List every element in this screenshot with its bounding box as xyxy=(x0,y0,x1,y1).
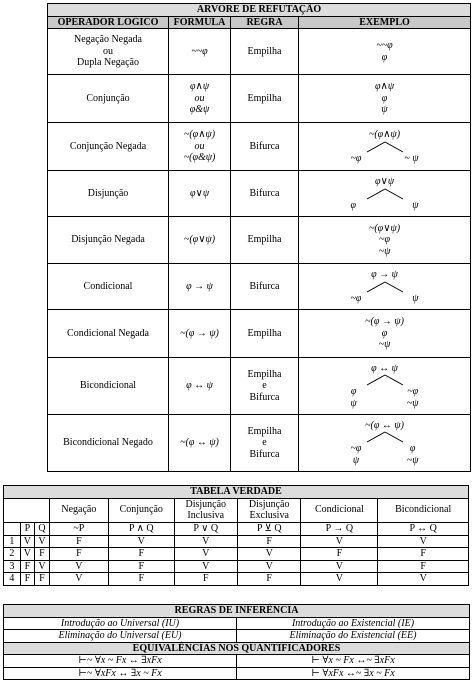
text-line: Condicional xyxy=(83,280,133,292)
q-value: V xyxy=(35,535,50,548)
operator-cell xyxy=(48,217,169,264)
rule-iu: Introdução ao Universal (IU) xyxy=(4,617,237,630)
text-line: ~ψ xyxy=(378,339,391,351)
equiv-1-left: ⊢~ ∀x ~ Fx ↔ ∃xFx xyxy=(4,655,237,668)
example-cell xyxy=(299,310,471,358)
text-line: Empilha xyxy=(247,92,282,104)
truth-value: V xyxy=(174,535,237,548)
text-line: φ∧ψ xyxy=(374,81,395,93)
text-line: ψ xyxy=(352,454,360,466)
row-number: 2 xyxy=(4,548,21,561)
text-line: ~(φ∨ψ) xyxy=(183,234,216,246)
formula-disj-exclusiva: P ⊻ Q xyxy=(237,522,300,535)
text-line: Disjunção Negada xyxy=(71,234,145,246)
operator-cell xyxy=(48,171,169,217)
formula-condicional: P → Q xyxy=(301,522,378,535)
text-line: ou xyxy=(194,92,205,104)
text-line: Empilha xyxy=(247,327,282,339)
tree-root: φ → ψ xyxy=(371,269,398,280)
truth-value: V xyxy=(174,560,237,573)
text-line: ou xyxy=(194,140,205,152)
text-line: φ → ψ xyxy=(186,280,213,292)
text-line: ~(φ∧ψ) xyxy=(183,129,216,141)
branch-lines xyxy=(345,281,425,293)
text-line: Bicondicional Negado xyxy=(63,437,153,449)
header-formula: FORMULA xyxy=(169,16,231,29)
operator-cell xyxy=(48,264,169,310)
text-line: φ xyxy=(409,443,416,455)
branch-lines xyxy=(345,374,425,386)
header-exemplo: EXEMPLO xyxy=(299,16,471,29)
branches xyxy=(345,293,425,305)
col-disj-exclusiva: Disjunção Exclusiva xyxy=(237,498,300,522)
truth-value: V xyxy=(49,560,108,573)
row-number: 3 xyxy=(4,560,21,573)
truth-value: F xyxy=(237,535,300,548)
truth-value: F xyxy=(109,560,175,573)
truth-value: V xyxy=(378,535,469,548)
text-line: Empilha xyxy=(247,234,282,246)
tree-row xyxy=(48,217,471,264)
rownum-header xyxy=(4,522,21,535)
text-line: Bifurca xyxy=(249,140,280,152)
tree-row xyxy=(48,310,471,358)
refutation-tree-title: ARVORE DE REFUTAÇÃO xyxy=(48,4,471,17)
truth-value: V xyxy=(301,560,378,573)
header-p: P xyxy=(20,522,35,535)
formula-cell xyxy=(169,123,231,171)
text-line: Empilha xyxy=(247,368,282,380)
inference-rules-table xyxy=(3,604,470,680)
branch-lines xyxy=(345,188,425,200)
truth-value: V xyxy=(378,573,469,586)
text-line: ~~φ xyxy=(191,45,208,57)
truth-value: F xyxy=(109,573,175,586)
p-value: V xyxy=(20,535,35,548)
example-cell xyxy=(299,358,471,415)
example-cell xyxy=(299,217,471,264)
tree-row xyxy=(48,415,471,472)
col-bicondicional: Bicondicional xyxy=(378,498,469,522)
tree-row xyxy=(48,358,471,415)
truth-value: F xyxy=(301,548,378,561)
truth-table xyxy=(3,485,469,586)
formula-disj-inclusiva: P ∨ Q xyxy=(174,522,237,535)
right-branch: ~ ψ xyxy=(404,152,419,164)
text-line: Bifurca xyxy=(249,280,280,292)
text-line: ~(φ&ψ) xyxy=(183,152,216,164)
branches xyxy=(345,443,425,466)
text-line: φ&ψ xyxy=(189,104,210,116)
branch-line xyxy=(385,142,403,152)
header-regra: REGRA xyxy=(231,16,299,29)
truth-value: F xyxy=(237,573,300,586)
text-line: Bicondicional xyxy=(79,380,137,392)
left-branch: ~φ xyxy=(350,152,362,164)
text-line: φ xyxy=(381,51,388,63)
refutation-tree-table xyxy=(47,3,471,472)
truth-value: V xyxy=(109,535,175,548)
text-line: φ ↔ ψ xyxy=(186,380,213,392)
branch-line xyxy=(385,282,403,292)
text-line: Bifurca xyxy=(249,448,280,460)
text-line: e xyxy=(262,380,267,392)
rule-cell xyxy=(231,171,299,217)
text-line: Dupla Negação xyxy=(77,57,139,69)
branch-line xyxy=(367,282,385,292)
right-branch: ψ xyxy=(412,292,419,304)
left-branch: φ xyxy=(350,199,357,211)
text-line: ~ψ xyxy=(378,245,391,257)
branches xyxy=(345,153,425,165)
formula-cell xyxy=(169,171,231,217)
tree-root: ~(φ∧ψ) xyxy=(368,129,401,140)
formula-cell xyxy=(169,310,231,358)
text-line: ~(φ → ψ) xyxy=(180,327,219,339)
example-cell xyxy=(299,415,471,472)
rule-cell xyxy=(231,264,299,310)
operator-cell xyxy=(48,29,169,75)
operator-cell xyxy=(48,310,169,358)
right-branch xyxy=(407,386,419,409)
truth-value: V xyxy=(301,573,378,586)
text-line: ~φ xyxy=(407,386,419,398)
rule-eu: Eliminação do Universal (EU) xyxy=(4,630,237,643)
left-branch xyxy=(351,443,362,466)
formula-cell xyxy=(169,264,231,310)
col-disj-inclusiva: Disjunção Inclusiva xyxy=(174,498,237,522)
truth-value: F xyxy=(49,535,108,548)
tree-root: ~(φ ↔ ψ) xyxy=(365,419,404,431)
formula-cell xyxy=(169,75,231,123)
equiv-2-right: ⊢ ∀xFx ↔~ ∃x ~ Fx xyxy=(237,667,470,680)
text-line: Bifurca xyxy=(249,187,280,199)
header-q: Q xyxy=(35,522,50,535)
branch-line xyxy=(367,189,385,199)
formula-cell xyxy=(169,29,231,75)
rule-ie: Introdução ao Existencial (IE) xyxy=(237,617,470,630)
text-line: Condicional Negada xyxy=(67,327,149,339)
right-branch xyxy=(407,443,419,466)
text-line: ~(φ ↔ ψ) xyxy=(180,437,219,449)
truth-value: F xyxy=(378,560,469,573)
example-cell xyxy=(299,171,471,217)
branches xyxy=(345,386,425,409)
truth-value: F xyxy=(109,548,175,561)
rule-cell xyxy=(231,358,299,415)
text-line: ψ xyxy=(381,104,388,116)
truth-value: V xyxy=(237,548,300,561)
truth-value: F xyxy=(174,573,237,586)
left-branch xyxy=(351,386,357,409)
p-value: F xyxy=(20,573,35,586)
text-line: ~(φ∨ψ) xyxy=(368,222,401,234)
text-line: Negação Negada xyxy=(73,34,142,46)
truth-value: V xyxy=(237,560,300,573)
q-value: F xyxy=(35,573,50,586)
truth-table-title: TABELA VERDADE xyxy=(4,486,469,499)
q-value: F xyxy=(35,548,50,561)
truth-row xyxy=(4,548,469,561)
truth-value: V xyxy=(301,535,378,548)
header-operador: OPERADOR LOGICO xyxy=(48,16,169,29)
text-line: ou xyxy=(103,45,113,57)
branch-lines xyxy=(345,431,425,443)
text-line: ~φ xyxy=(350,443,362,455)
text-line: ~(φ → ψ) xyxy=(365,316,404,328)
truth-row xyxy=(4,573,469,586)
text-line: Empilha xyxy=(247,45,282,57)
tree-row xyxy=(48,171,471,217)
formula-cell xyxy=(169,358,231,415)
branches xyxy=(345,200,425,212)
rule-cell xyxy=(231,310,299,358)
equiv-1-right: ⊢ ∀x ~ Fx ↔~ ∃xFx xyxy=(237,655,470,668)
tree-root: φ ↔ ψ xyxy=(371,362,398,374)
truth-row xyxy=(4,535,469,548)
right-branch: ψ xyxy=(412,199,419,211)
rule-cell xyxy=(231,123,299,171)
inference-rules-title: REGRAS DE INFERÊNCIA xyxy=(4,605,470,618)
truth-row xyxy=(4,560,469,573)
text-line: Conjunção Negada xyxy=(69,140,147,152)
q-value: V xyxy=(35,560,50,573)
tree-row xyxy=(48,75,471,123)
branch-line xyxy=(367,432,385,442)
operator-cell xyxy=(48,358,169,415)
branch-line xyxy=(367,142,385,152)
text-line: Empilha xyxy=(247,425,282,437)
formula-negacao: ~P xyxy=(49,522,108,535)
truth-value: V xyxy=(49,573,108,586)
tree-row xyxy=(48,29,471,75)
tree-row xyxy=(48,123,471,171)
rule-cell xyxy=(231,415,299,472)
text-line: φ xyxy=(350,386,357,398)
equiv-2-left: ⊢~ ∀xFx ↔ ∃x ~ Fx xyxy=(4,667,237,680)
tree-root: φ∨ψ xyxy=(374,176,395,187)
text-line: ~φ xyxy=(379,234,390,246)
col-negacao: Negação xyxy=(49,498,108,522)
left-branch: ~φ xyxy=(350,292,362,304)
row-number: 1 xyxy=(4,535,21,548)
text-line: φ xyxy=(381,327,388,339)
example-cell xyxy=(299,123,471,171)
formula-cell xyxy=(169,217,231,264)
formula-bicondicional: P ↔ Q xyxy=(378,522,469,535)
truth-value: V xyxy=(174,548,237,561)
rule-ee: Eliminação do Existencial (EE) xyxy=(237,630,470,643)
p-value: F xyxy=(20,560,35,573)
truth-table-corner xyxy=(4,498,50,522)
text-line: ~~φ xyxy=(376,40,393,51)
text-line: φ xyxy=(381,92,388,104)
tree-row xyxy=(48,264,471,310)
formula-cell xyxy=(169,415,231,472)
formula-conjuncao: P ∧ Q xyxy=(109,522,175,535)
branch-lines xyxy=(345,141,425,153)
branch-line xyxy=(367,375,385,385)
equivalences-title: EQUIVALÊNCIAS NOS QUANTIFICADORES xyxy=(4,642,470,655)
example-cell xyxy=(299,264,471,310)
operator-cell xyxy=(48,75,169,123)
text-line: ~ψ xyxy=(406,454,419,466)
example-cell xyxy=(299,29,471,75)
branch-line xyxy=(385,375,403,385)
text-line: φ∨ψ xyxy=(189,187,210,199)
text-line: ~ψ xyxy=(406,397,419,409)
branch-line xyxy=(385,432,403,442)
rule-cell xyxy=(231,217,299,264)
col-condicional: Condicional xyxy=(301,498,378,522)
example-cell xyxy=(299,75,471,123)
text-line: Conjunção xyxy=(86,92,130,104)
text-line: ψ xyxy=(350,397,357,409)
truth-value: F xyxy=(378,548,469,561)
p-value: V xyxy=(20,548,35,561)
text-line: φ∧ψ xyxy=(189,81,210,93)
text-line: Bifurca xyxy=(249,391,280,403)
branch-line xyxy=(385,189,403,199)
col-conjuncao: Conjunção xyxy=(109,498,175,522)
text-line: e xyxy=(262,437,267,449)
text-line: Disjunção xyxy=(87,187,129,199)
operator-cell xyxy=(48,415,169,472)
rule-cell xyxy=(231,29,299,75)
truth-value: F xyxy=(49,548,108,561)
operator-cell xyxy=(48,123,169,171)
rule-cell xyxy=(231,75,299,123)
row-number: 4 xyxy=(4,573,21,586)
